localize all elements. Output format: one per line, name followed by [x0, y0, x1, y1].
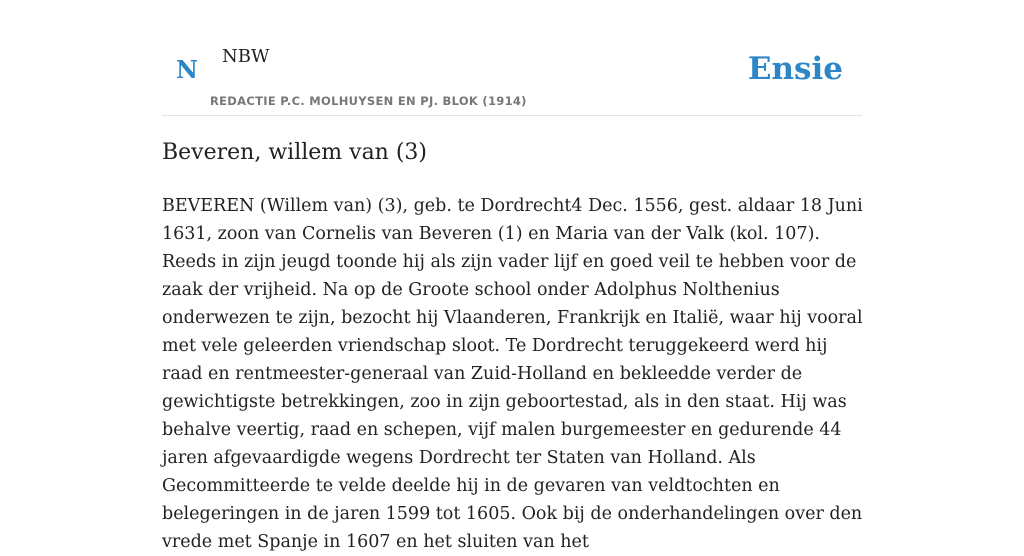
article-body: BEVEREN (Willem van) (3), geb. te Dordrecht4 Dec. 1556, gest. aldaar 18 Juni 1631, zoon van Cornelis van Beveren (1) en Maria van der Valk (kol. 107). Reeds in zijn jeugd toonde hij als zijn vader lijf en goed veil te hebben voor de zaak der vrijheid. Na op de Groote school onder Adolphus Nolthenius onderwezen te zijn, bezocht hij Vlaanderen, Frankrijk en Italië, waar hij vooral met vele geleerden vriendschap sloot. Te Dordrecht teruggekeerd werd hij raad en rentmeester-generaal van Zuid-Holland en bekleedde verder de gewichtigste betrekkingen, zoo in zijn geboortestad, als in den staat. Hij was behalve veertig, raad en schepen, vijf malen burgemeester en gedurende 44 jaren afgevaardigde wegens Dordrecht ter Staten van Holland. Als Gecommitteerde te velde deelde hij in de gevaren van veldtochten en belegeringen in de jaren 1599 tot 1605. Ook bij de onderhandelingen over den vrede met Spanje in 1607 en het sluiten van het: [162, 196, 863, 552]
page: [162, 0, 863, 552]
brand-logo[interactable]: Ensie: [747, 51, 843, 87]
article-title: Beveren, willem van (3): [162, 140, 428, 165]
source-logo[interactable]: N: [176, 55, 198, 84]
source-editors: REDACTIE P.C. MOLHUYSEN EN PJ. BLOK (1914): [210, 94, 527, 108]
header: [162, 0, 862, 116]
source-name[interactable]: NBW: [222, 46, 270, 67]
